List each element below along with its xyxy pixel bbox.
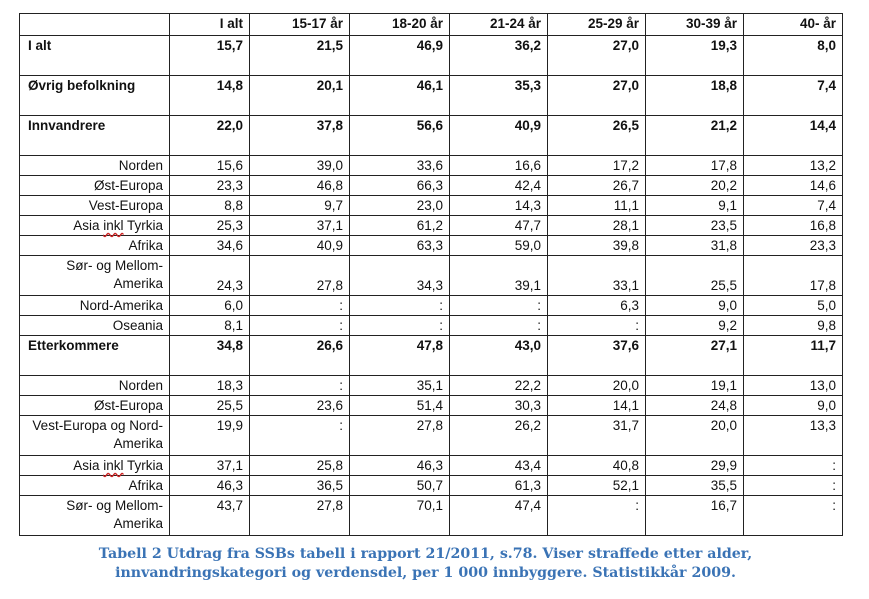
table-cell: 35,1 bbox=[350, 376, 450, 396]
table-cell: 40,8 bbox=[548, 456, 646, 476]
table-cell: 34,3 bbox=[350, 256, 450, 296]
header-cell-empty bbox=[20, 14, 170, 36]
table-row bbox=[20, 416, 843, 456]
row-label bbox=[20, 456, 170, 476]
table-cell: 23,6 bbox=[250, 396, 350, 416]
row-label: Øst-Europa bbox=[20, 176, 170, 196]
table-cell: 36,2 bbox=[450, 36, 548, 76]
table-cell: 15,6 bbox=[170, 156, 250, 176]
table-cell: 25,5 bbox=[646, 256, 744, 296]
table-cell: 29,9 bbox=[646, 456, 744, 476]
table-cell: 27,0 bbox=[548, 76, 646, 116]
table-cell: 46,8 bbox=[250, 176, 350, 196]
row-label: Norden bbox=[20, 376, 170, 396]
statistics-table bbox=[19, 13, 843, 536]
table-cell: 13,2 bbox=[744, 156, 843, 176]
table-cell: 19,3 bbox=[646, 36, 744, 76]
table-cell: 51,4 bbox=[350, 396, 450, 416]
row-label: Vest-Europa og Nord-Amerika bbox=[20, 416, 170, 456]
row-label: Nord-Amerika bbox=[20, 296, 170, 316]
table-row bbox=[20, 156, 843, 176]
header-cell: 18-20 år bbox=[350, 14, 450, 36]
table-cell: 33,6 bbox=[350, 156, 450, 176]
table-header-row bbox=[20, 14, 843, 36]
table-cell: 18,3 bbox=[170, 376, 250, 396]
table-cell: 70,1 bbox=[350, 496, 450, 536]
table-group-row bbox=[20, 336, 843, 376]
table-cell: 7,4 bbox=[744, 76, 843, 116]
table-row bbox=[20, 196, 843, 216]
table-cell: 30,3 bbox=[450, 396, 548, 416]
table-cell: 46,9 bbox=[350, 36, 450, 76]
table-cell: 27,1 bbox=[646, 336, 744, 376]
table-cell: 26,7 bbox=[548, 176, 646, 196]
table-cell: 17,8 bbox=[744, 256, 843, 296]
table-cell: : bbox=[548, 496, 646, 536]
table-cell: 47,4 bbox=[450, 496, 548, 536]
header-cell: 25-29 år bbox=[548, 14, 646, 36]
header-cell: 15-17 år bbox=[250, 14, 350, 36]
table-cell: : bbox=[250, 316, 350, 336]
table-cell: 22,2 bbox=[450, 376, 548, 396]
table-group-row bbox=[20, 116, 843, 156]
table-body bbox=[20, 36, 843, 536]
row-label: Øst-Europa bbox=[20, 396, 170, 416]
table-cell: 27,8 bbox=[250, 256, 350, 296]
row-label bbox=[20, 216, 170, 236]
table-cell: 19,1 bbox=[646, 376, 744, 396]
table-cell: 6,3 bbox=[548, 296, 646, 316]
table-cell: 9,1 bbox=[646, 196, 744, 216]
table-cell: 25,3 bbox=[170, 216, 250, 236]
table-cell: : bbox=[450, 316, 548, 336]
table-cell: 8,8 bbox=[170, 196, 250, 216]
header-cell: 40- år bbox=[744, 14, 843, 36]
table-cell: : bbox=[350, 296, 450, 316]
table-cell: 14,4 bbox=[744, 116, 843, 156]
table-cell: 16,7 bbox=[646, 496, 744, 536]
table-cell: 43,0 bbox=[450, 336, 548, 376]
table-cell: 17,2 bbox=[548, 156, 646, 176]
table-cell: 5,0 bbox=[744, 296, 843, 316]
table-cell: : bbox=[250, 296, 350, 316]
table-cell: 66,3 bbox=[350, 176, 450, 196]
row-label-text: Tyrkia bbox=[123, 458, 163, 473]
row-label: Vest-Europa bbox=[20, 196, 170, 216]
table-cell: 9,0 bbox=[646, 296, 744, 316]
table-cell: 21,5 bbox=[250, 36, 350, 76]
table-row bbox=[20, 476, 843, 496]
table-cell: 52,1 bbox=[548, 476, 646, 496]
table-group-row bbox=[20, 36, 843, 76]
table-caption bbox=[19, 545, 832, 583]
spellcheck-word: inkl bbox=[103, 458, 124, 473]
table-cell: 13,3 bbox=[744, 416, 843, 456]
table-cell: 43,4 bbox=[450, 456, 548, 476]
table-cell: 17,8 bbox=[646, 156, 744, 176]
table-row bbox=[20, 456, 843, 476]
row-label: Norden bbox=[20, 156, 170, 176]
table-cell: 40,9 bbox=[250, 236, 350, 256]
table-cell: 19,9 bbox=[170, 416, 250, 456]
table-cell: 61,3 bbox=[450, 476, 548, 496]
table-cell: 37,6 bbox=[548, 336, 646, 376]
row-label-text: Asia bbox=[73, 218, 104, 233]
table-cell: 34,8 bbox=[170, 336, 250, 376]
row-label: Øvrig befolkning bbox=[20, 76, 170, 116]
caption-line-1: Tabell 2 Utdrag fra SSBs tabell i rapport 21/2011, s.78. Viser straffede etter alder, bbox=[98, 546, 753, 562]
table-cell: : bbox=[450, 296, 548, 316]
table-cell: 8,0 bbox=[744, 36, 843, 76]
table-cell: 27,8 bbox=[250, 496, 350, 536]
table-cell: 61,2 bbox=[350, 216, 450, 236]
caption-line-2: innvandringskategori og verdensdel, per 1 000 innbyggere. Statistikkår 2009. bbox=[115, 565, 736, 581]
table-cell: 34,6 bbox=[170, 236, 250, 256]
table-cell: 24,3 bbox=[170, 256, 250, 296]
table-cell: 20,0 bbox=[548, 376, 646, 396]
table-cell: 26,5 bbox=[548, 116, 646, 156]
table-cell: 13,0 bbox=[744, 376, 843, 396]
table-row bbox=[20, 396, 843, 416]
table-cell: 16,6 bbox=[450, 156, 548, 176]
table-cell: 23,3 bbox=[170, 176, 250, 196]
table-row bbox=[20, 376, 843, 396]
table-cell: 47,8 bbox=[350, 336, 450, 376]
table-cell: 63,3 bbox=[350, 236, 450, 256]
table-cell: 23,0 bbox=[350, 196, 450, 216]
table-cell: 25,8 bbox=[250, 456, 350, 476]
table-row bbox=[20, 236, 843, 256]
header-cell: 21-24 år bbox=[450, 14, 548, 36]
table-cell: 11,7 bbox=[744, 336, 843, 376]
row-label: Sør- og Mellom- Amerika bbox=[20, 496, 170, 536]
table-cell: 59,0 bbox=[450, 236, 548, 256]
table-cell: 27,0 bbox=[548, 36, 646, 76]
table-cell: 35,5 bbox=[646, 476, 744, 496]
table-cell: 46,3 bbox=[350, 456, 450, 476]
table-cell: 28,1 bbox=[548, 216, 646, 236]
table-cell: 37,1 bbox=[250, 216, 350, 236]
table-cell: 14,3 bbox=[450, 196, 548, 216]
table-cell: 33,1 bbox=[548, 256, 646, 296]
table-cell: : bbox=[744, 476, 843, 496]
table-cell: 9,8 bbox=[744, 316, 843, 336]
table-cell: 26,6 bbox=[250, 336, 350, 376]
table-cell: 8,1 bbox=[170, 316, 250, 336]
row-label-text: Asia bbox=[73, 458, 104, 473]
header-cell: I alt bbox=[170, 14, 250, 36]
table-cell: 39,0 bbox=[250, 156, 350, 176]
row-label: Oseania bbox=[20, 316, 170, 336]
table-cell: 46,3 bbox=[170, 476, 250, 496]
table-cell: 9,2 bbox=[646, 316, 744, 336]
table-cell: 22,0 bbox=[170, 116, 250, 156]
table-cell: 11,1 bbox=[548, 196, 646, 216]
table-cell: 31,8 bbox=[646, 236, 744, 256]
table-cell: 46,1 bbox=[350, 76, 450, 116]
table-cell: 20,1 bbox=[250, 76, 350, 116]
table-cell: 40,9 bbox=[450, 116, 548, 156]
table-cell: 43,7 bbox=[170, 496, 250, 536]
table-cell: 36,5 bbox=[250, 476, 350, 496]
row-label: Innvandrere bbox=[20, 116, 170, 156]
table-cell: 23,3 bbox=[744, 236, 843, 256]
table-cell: : bbox=[548, 316, 646, 336]
table-cell: 6,0 bbox=[170, 296, 250, 316]
table-cell: 47,7 bbox=[450, 216, 548, 236]
table-cell: 16,8 bbox=[744, 216, 843, 236]
table-cell: 23,5 bbox=[646, 216, 744, 236]
header-cell: 30-39 år bbox=[646, 14, 744, 36]
table-cell: 37,1 bbox=[170, 456, 250, 476]
table-cell: 24,8 bbox=[646, 396, 744, 416]
table-row bbox=[20, 296, 843, 316]
table-cell: 18,8 bbox=[646, 76, 744, 116]
table-cell: 20,0 bbox=[646, 416, 744, 456]
spellcheck-word: inkl bbox=[103, 218, 124, 233]
table-cell: 35,3 bbox=[450, 76, 548, 116]
table-cell: 50,7 bbox=[350, 476, 450, 496]
table-cell: 26,2 bbox=[450, 416, 548, 456]
row-label: Etterkommere bbox=[20, 336, 170, 376]
table-cell: 14,1 bbox=[548, 396, 646, 416]
table-group-row bbox=[20, 76, 843, 116]
table-cell: 42,4 bbox=[450, 176, 548, 196]
table-cell: 14,8 bbox=[170, 76, 250, 116]
table-row bbox=[20, 216, 843, 236]
table-cell: 20,2 bbox=[646, 176, 744, 196]
table-cell: 56,6 bbox=[350, 116, 450, 156]
table-row bbox=[20, 496, 843, 536]
table-cell: : bbox=[744, 456, 843, 476]
table-cell: 27,8 bbox=[350, 416, 450, 456]
table-cell: 39,8 bbox=[548, 236, 646, 256]
table-cell: : bbox=[250, 376, 350, 396]
table-cell: 39,1 bbox=[450, 256, 548, 296]
table-cell: : bbox=[350, 316, 450, 336]
table-cell: 37,8 bbox=[250, 116, 350, 156]
table-cell: : bbox=[744, 496, 843, 536]
table-cell: 9,7 bbox=[250, 196, 350, 216]
row-label-text: Tyrkia bbox=[123, 218, 163, 233]
table-cell: 9,0 bbox=[744, 396, 843, 416]
table-cell: 7,4 bbox=[744, 196, 843, 216]
table-cell: 14,6 bbox=[744, 176, 843, 196]
table-cell: 25,5 bbox=[170, 396, 250, 416]
table-cell: 15,7 bbox=[170, 36, 250, 76]
table-cell: : bbox=[250, 416, 350, 456]
row-label: Afrika bbox=[20, 476, 170, 496]
row-label: Afrika bbox=[20, 236, 170, 256]
row-label: I alt bbox=[20, 36, 170, 76]
table-cell: 31,7 bbox=[548, 416, 646, 456]
table-cell: 21,2 bbox=[646, 116, 744, 156]
table-row bbox=[20, 316, 843, 336]
row-label: Sør- og Mellom- Amerika bbox=[20, 256, 170, 296]
table-row bbox=[20, 256, 843, 296]
table-row bbox=[20, 176, 843, 196]
